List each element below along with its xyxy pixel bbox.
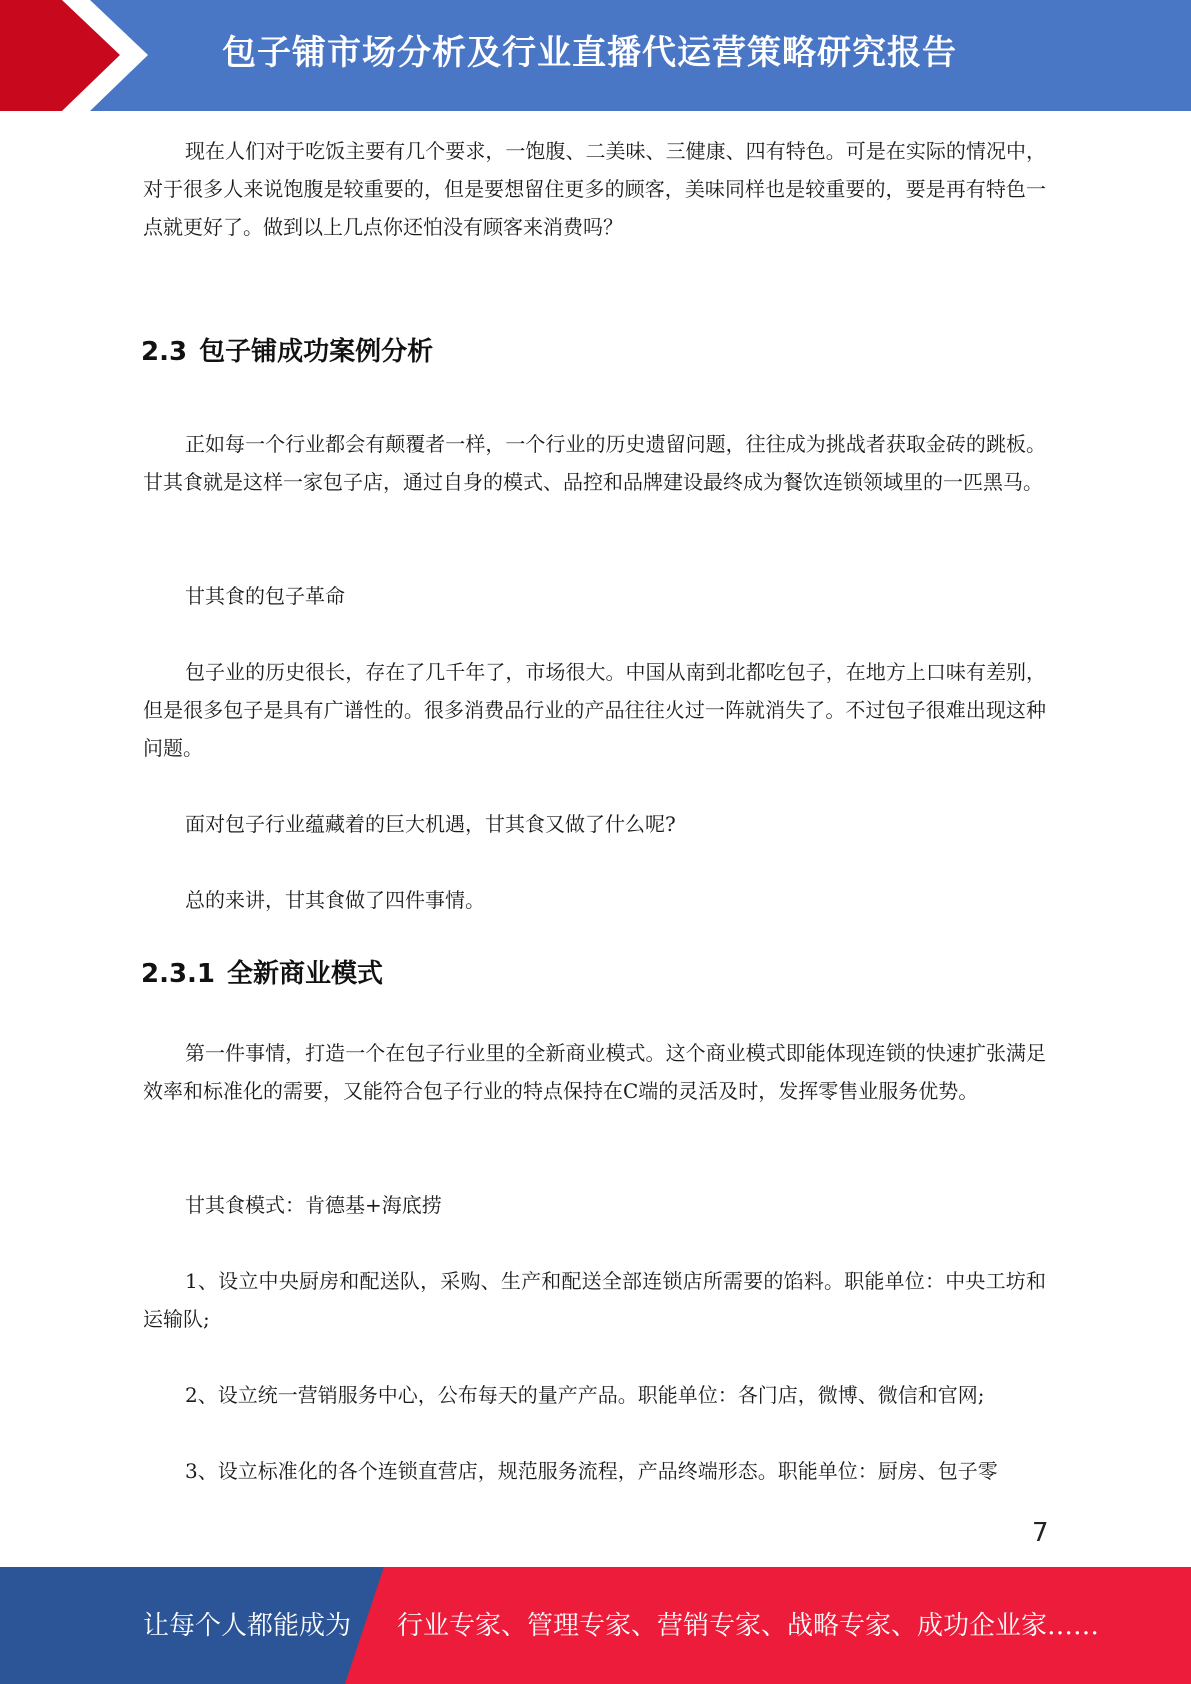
paragraph-four-things: 总的来讲，甘其食做了四件事情。: [185, 888, 485, 912]
footer-slogan-left: 让每个人都能成为: [143, 1611, 352, 1641]
section-number: 2.3: [141, 337, 188, 367]
paragraph-disruptor: 正如每一个行业都会有颠覆者一样，一个行业的历史遗留问题，往往成为挑战者获取金砖的跳板。甘其食就是这样一家包子店，通过自身的模式、品控和品牌建设最终成为餐饮连锁领域里的一匹黑马。: [143, 432, 1046, 494]
section-heading-2-3: [141, 334, 433, 370]
section-heading-2-3-1: [141, 956, 383, 992]
list-item-2: 2、设立统一营销服务中心，公布每天的量产产品。职能单位：各门店，微博、微信和官网;: [185, 1383, 985, 1407]
report-title: 包子铺市场分析及行业直播代运营策略研究报告: [222, 33, 957, 73]
page-number: 7: [1032, 1518, 1049, 1548]
intro-paragraph: 现在人们对于吃饭主要有几个要求，一饱腹、二美味、三健康、四有特色。可是在实际的情况中，对于很多人来说饱腹是较重要的，但是要想留住更多的顾客，美味同样也是较重要的，要是再有特色一点就更好了。做到以上几点你还怕没有顾客来消费吗？: [143, 139, 1046, 239]
list-item-3: 3、设立标准化的各个连锁直营店，规范服务流程，产品终端形态。职能单位：厨房、包子零: [185, 1459, 998, 1483]
subsection-number: 2.3.1: [141, 959, 216, 989]
footer-slogan-right: 行业专家、管理专家、营销专家、战略专家、成功企业家……: [397, 1611, 1100, 1641]
subsection-title: 全新商业模式: [227, 959, 384, 989]
paragraph-history: 包子业的历史很长，存在了几千年了，市场很大。中国从南到北都吃包子，在地方上口味有差别，但是很多包子是具有广谱性的。很多消费品行业的产品往往火过一阵就消失了。不过包子很难出现这种问题。: [143, 660, 1046, 760]
paragraph-model-formula: 甘其食模式：肯德基+海底捞: [185, 1193, 442, 1217]
paragraph-subtitle-revolution: 甘其食的包子革命: [185, 584, 345, 608]
page-header: [0, 0, 1191, 111]
list-item-1: 1、设立中央厨房和配送队，采购、生产和配送全部连锁店所需要的馅料。职能单位：中央工坊和运输队;: [143, 1269, 1046, 1331]
paragraph-opportunity: 面对包子行业蕴藏着的巨大机遇，甘其食又做了什么呢?: [185, 812, 676, 836]
section-title: 包子铺成功案例分析: [199, 337, 434, 367]
paragraph-business-model: 第一件事情，打造一个在包子行业里的全新商业模式。这个商业模式即能体现连锁的快速扩张满足效率和标准化的需要，又能符合包子行业的特点保持在C端的灵活及时，发挥零售业服务优势。: [143, 1041, 1046, 1103]
page-footer: [0, 1567, 1191, 1684]
